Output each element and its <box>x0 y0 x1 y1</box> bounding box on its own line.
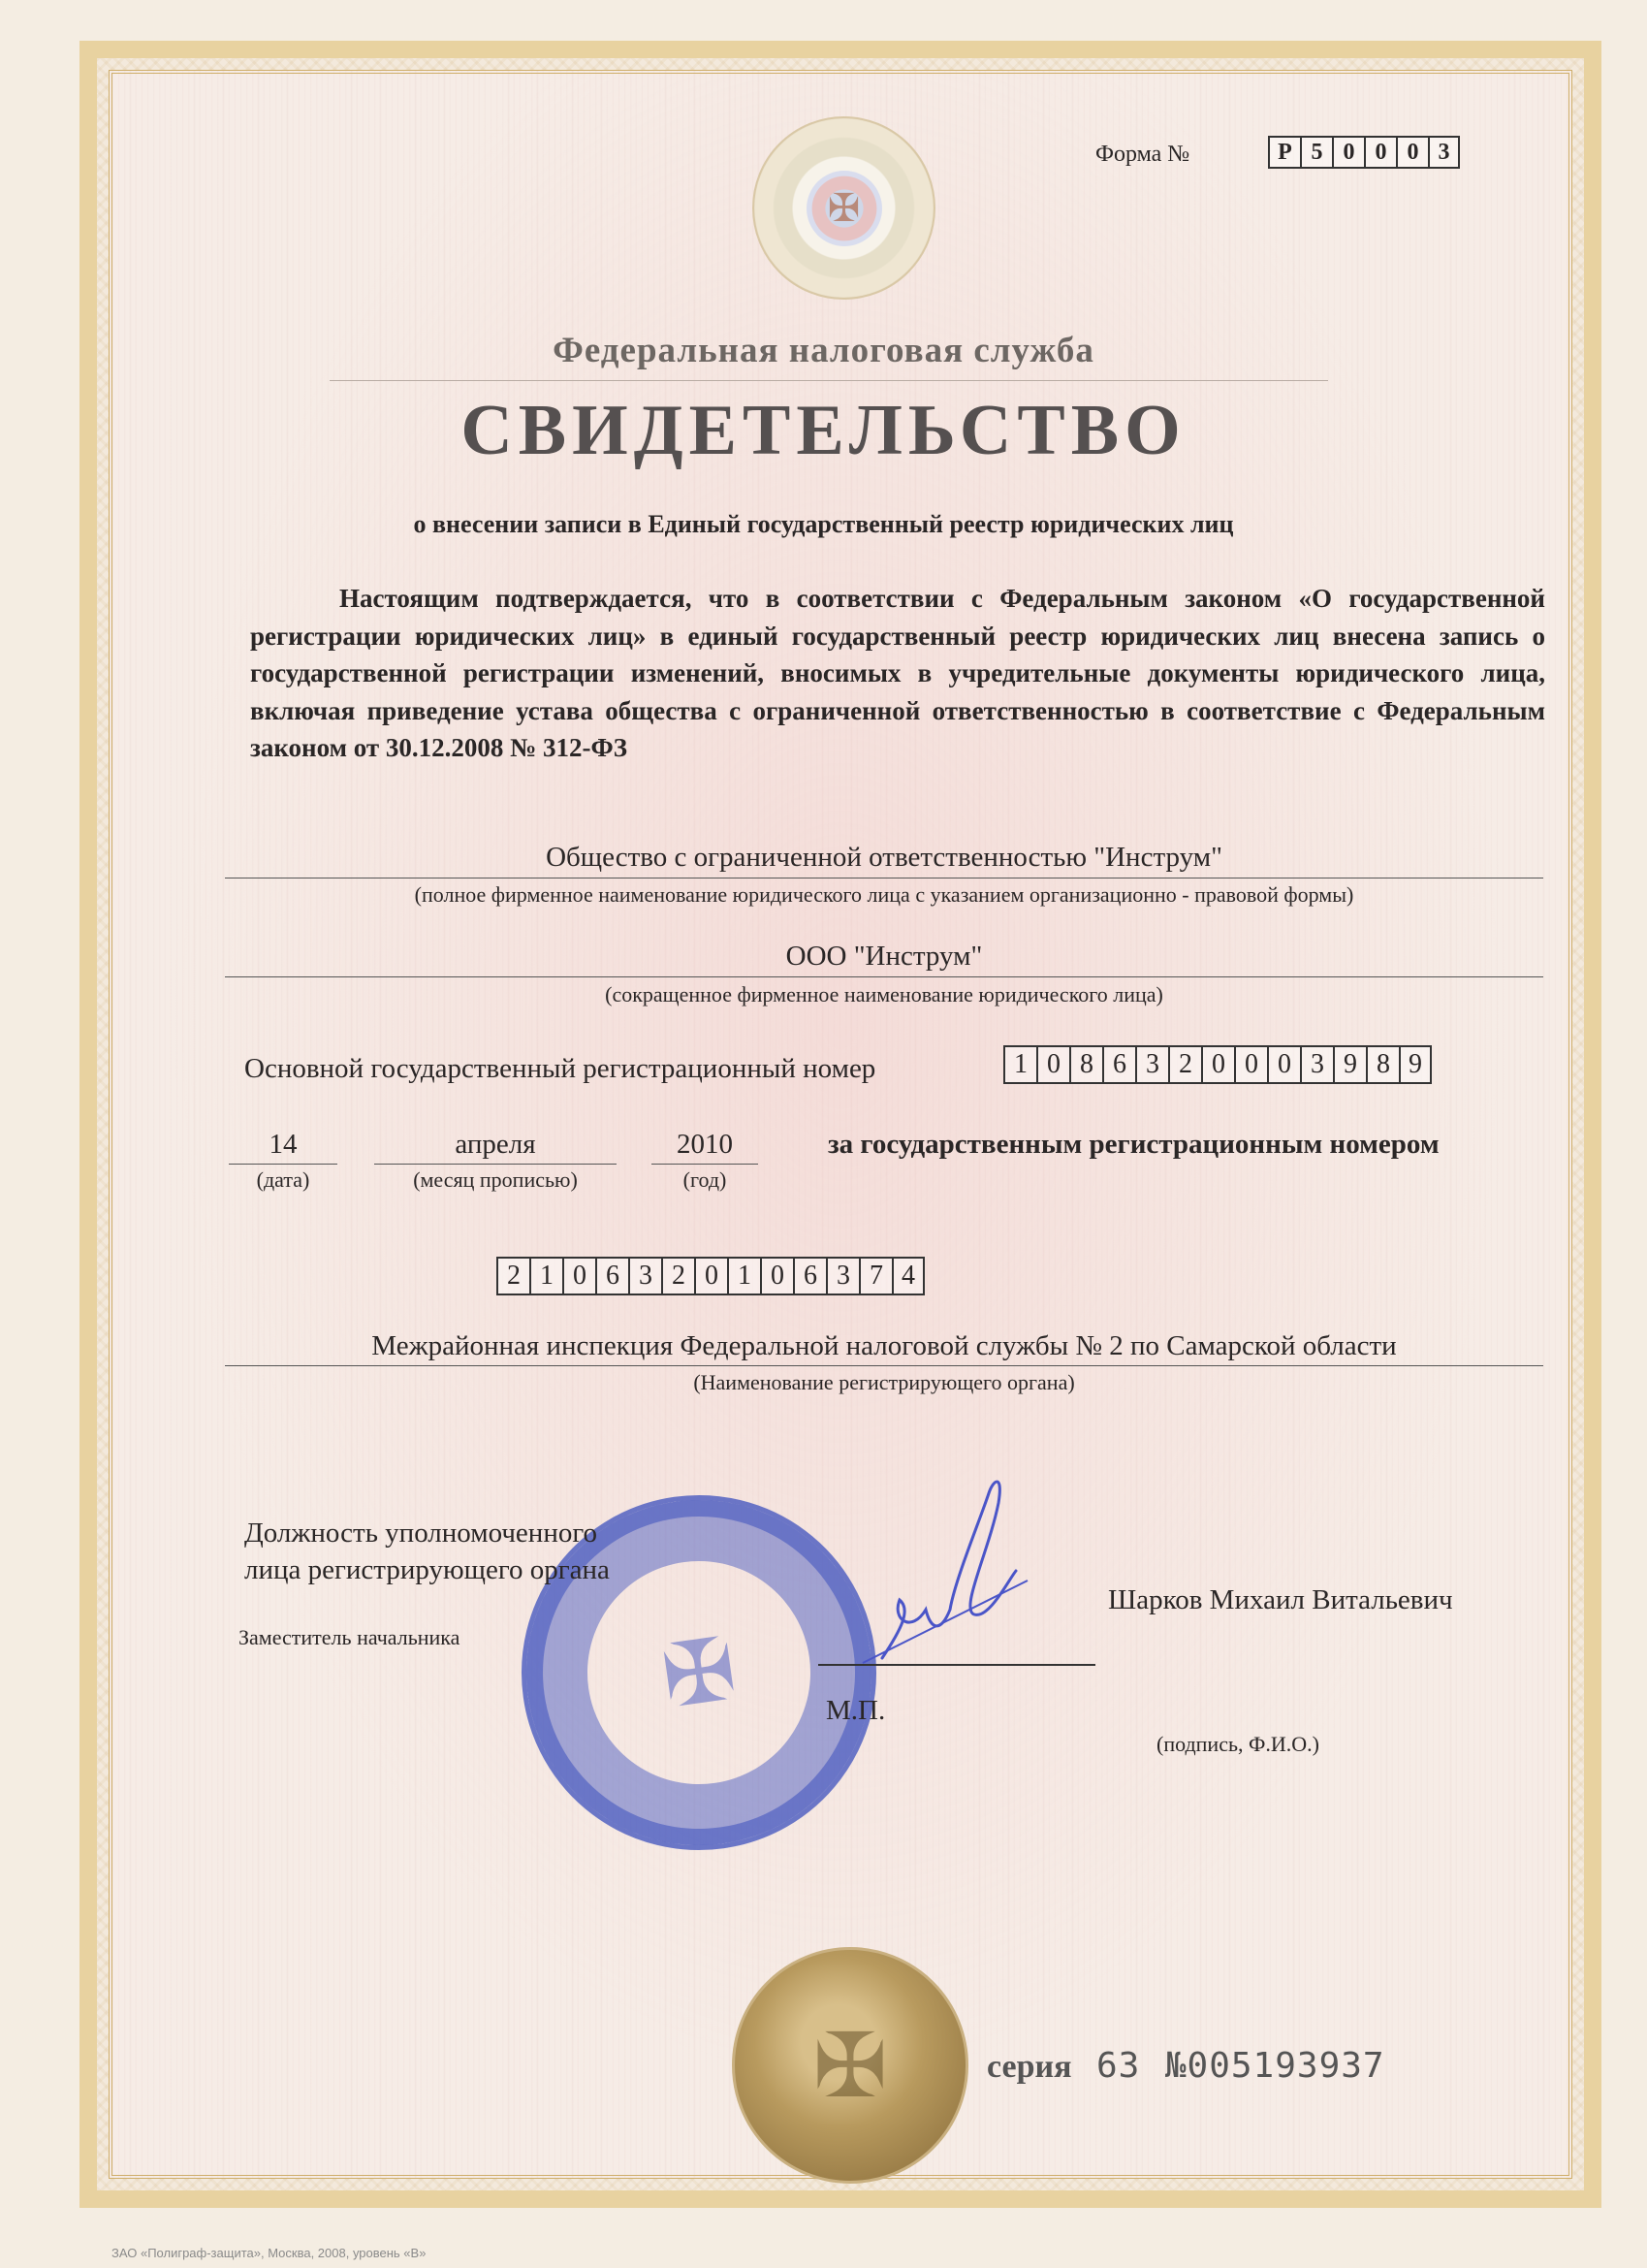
certificate-border-inner <box>109 70 1572 2179</box>
ogrn-digit: 1 <box>1003 1045 1036 1084</box>
grn-digit: 7 <box>859 1257 892 1295</box>
eagle-icon: ✠ <box>655 1620 743 1727</box>
grn-digit: 0 <box>760 1257 793 1295</box>
date-year: 2010 <box>677 1129 733 1160</box>
grn-digit: 6 <box>793 1257 826 1295</box>
certification-paragraph: Настоящим подтверждается, что в соответствии с Федеральным законом «О государственной регистрации юридических лиц» в единый государственный реестр юридических лиц внесена запись о государственной регистрации изменений, вносимых в учредительные документы юридического лица, включая приведение устава общества с ограниченной ответственностью в соответствие с Федеральным законом от 30.12.2008 № 312-ФЗ <box>250 584 1545 762</box>
document-subtitle: о внесении записи в Единый государственный реестр юридических лиц <box>413 510 1234 538</box>
ogrn-digit: 8 <box>1366 1045 1399 1084</box>
ogrn-digit: 0 <box>1234 1045 1267 1084</box>
grn-digit: 3 <box>628 1257 661 1295</box>
gold-seal <box>732 1947 968 2184</box>
grn-digit: 4 <box>892 1257 925 1295</box>
form-number-cell: 3 <box>1428 136 1460 169</box>
date-month-caption: (месяц прописью) <box>413 1167 578 1192</box>
serial-number <box>987 2046 1385 2086</box>
authority-line <box>225 1365 1543 1366</box>
position-label <box>244 1515 610 1588</box>
document-title: СВИДЕТЕЛЬСТВО <box>460 391 1187 470</box>
grn-digit: 2 <box>661 1257 694 1295</box>
date-day: 14 <box>269 1129 298 1160</box>
grn-boxes <box>496 1257 925 1295</box>
ogrn-digit: 2 <box>1168 1045 1201 1084</box>
ogrn-digit: 0 <box>1201 1045 1234 1084</box>
form-number-cell: 5 <box>1300 136 1332 169</box>
agency-name: Федеральная налоговая служба <box>553 331 1094 370</box>
serial-series: 63 <box>1096 2046 1141 2086</box>
ogrn-digit: 3 <box>1135 1045 1168 1084</box>
signature-line <box>818 1664 1095 1666</box>
ogrn-digit: 0 <box>1267 1045 1300 1084</box>
grn-digit: 2 <box>496 1257 529 1295</box>
ogrn-digit: 0 <box>1036 1045 1069 1084</box>
ogrn-boxes <box>1003 1045 1432 1084</box>
form-number-cell: 0 <box>1332 136 1364 169</box>
serial-label: серия <box>987 2049 1072 2085</box>
ogrn-digit: 8 <box>1069 1045 1102 1084</box>
ogrn-digit: 9 <box>1333 1045 1366 1084</box>
eagle-icon: ✠ <box>812 2016 888 2116</box>
form-number-boxes <box>1268 136 1460 169</box>
serial-number-value: №005193937 <box>1164 2046 1385 2086</box>
date-month-line <box>374 1164 617 1165</box>
date-year-caption: (год) <box>682 1167 727 1192</box>
top-emblem-hologram <box>752 116 935 300</box>
authority-value: Межрайонная инспекция Федеральной налоговой службы № 2 по Самарской области <box>371 1330 1397 1361</box>
stamp-place-label: М.П. <box>826 1695 886 1726</box>
ogrn-digit: 3 <box>1300 1045 1333 1084</box>
grn-digit: 1 <box>529 1257 562 1295</box>
agency-divider <box>330 380 1328 381</box>
form-number-cell: 0 <box>1396 136 1428 169</box>
grn-digit: 0 <box>562 1257 595 1295</box>
form-number-cell: 0 <box>1364 136 1396 169</box>
grn-label: за государственным регистрационным номером <box>828 1129 1440 1160</box>
short-name-line <box>225 976 1543 977</box>
short-name-value: ООО "Инструм" <box>785 941 983 972</box>
grn-digit: 6 <box>595 1257 628 1295</box>
date-month: апреля <box>455 1129 536 1160</box>
handwritten-signature <box>843 1464 1037 1697</box>
eagle-icon: ✠ <box>807 171 882 246</box>
printer-imprint: ЗАО «Полиграф-защита», Москва, 2008, уровень «В» <box>111 2246 427 2260</box>
ogrn-label: Основной государственный регистрационный номер <box>244 1053 876 1084</box>
full-name-value: Общество с ограниченной ответственностью "Инструм" <box>546 842 1222 873</box>
signature-caption: (подпись, Ф.И.О.) <box>1156 1732 1319 1756</box>
date-year-line <box>651 1164 758 1165</box>
grn-digit: 0 <box>694 1257 727 1295</box>
position-label-line2: лица регистрирующего органа <box>244 1554 610 1585</box>
short-name-caption: (сокращенное фирменное наименование юридического лица) <box>605 982 1163 1006</box>
ogrn-digit: 6 <box>1102 1045 1135 1084</box>
form-label: Форма № <box>1095 142 1190 167</box>
signatory-name: Шарков Михаил Витальевич <box>1108 1584 1453 1615</box>
authority-caption: (Наименование регистрирующего органа) <box>693 1370 1075 1394</box>
position-label-line1: Должность уполномоченного <box>244 1517 598 1549</box>
signatory-position: Заместитель начальника <box>238 1625 460 1649</box>
grn-digit: 3 <box>826 1257 859 1295</box>
grn-digit: 1 <box>727 1257 760 1295</box>
date-day-caption: (дата) <box>256 1167 310 1192</box>
ogrn-digit: 9 <box>1399 1045 1432 1084</box>
form-number-cell: Р <box>1268 136 1300 169</box>
full-name-caption: (полное фирменное наименование юридического лица с указанием организационно - правовой формы) <box>414 882 1354 907</box>
date-day-line <box>229 1164 337 1165</box>
